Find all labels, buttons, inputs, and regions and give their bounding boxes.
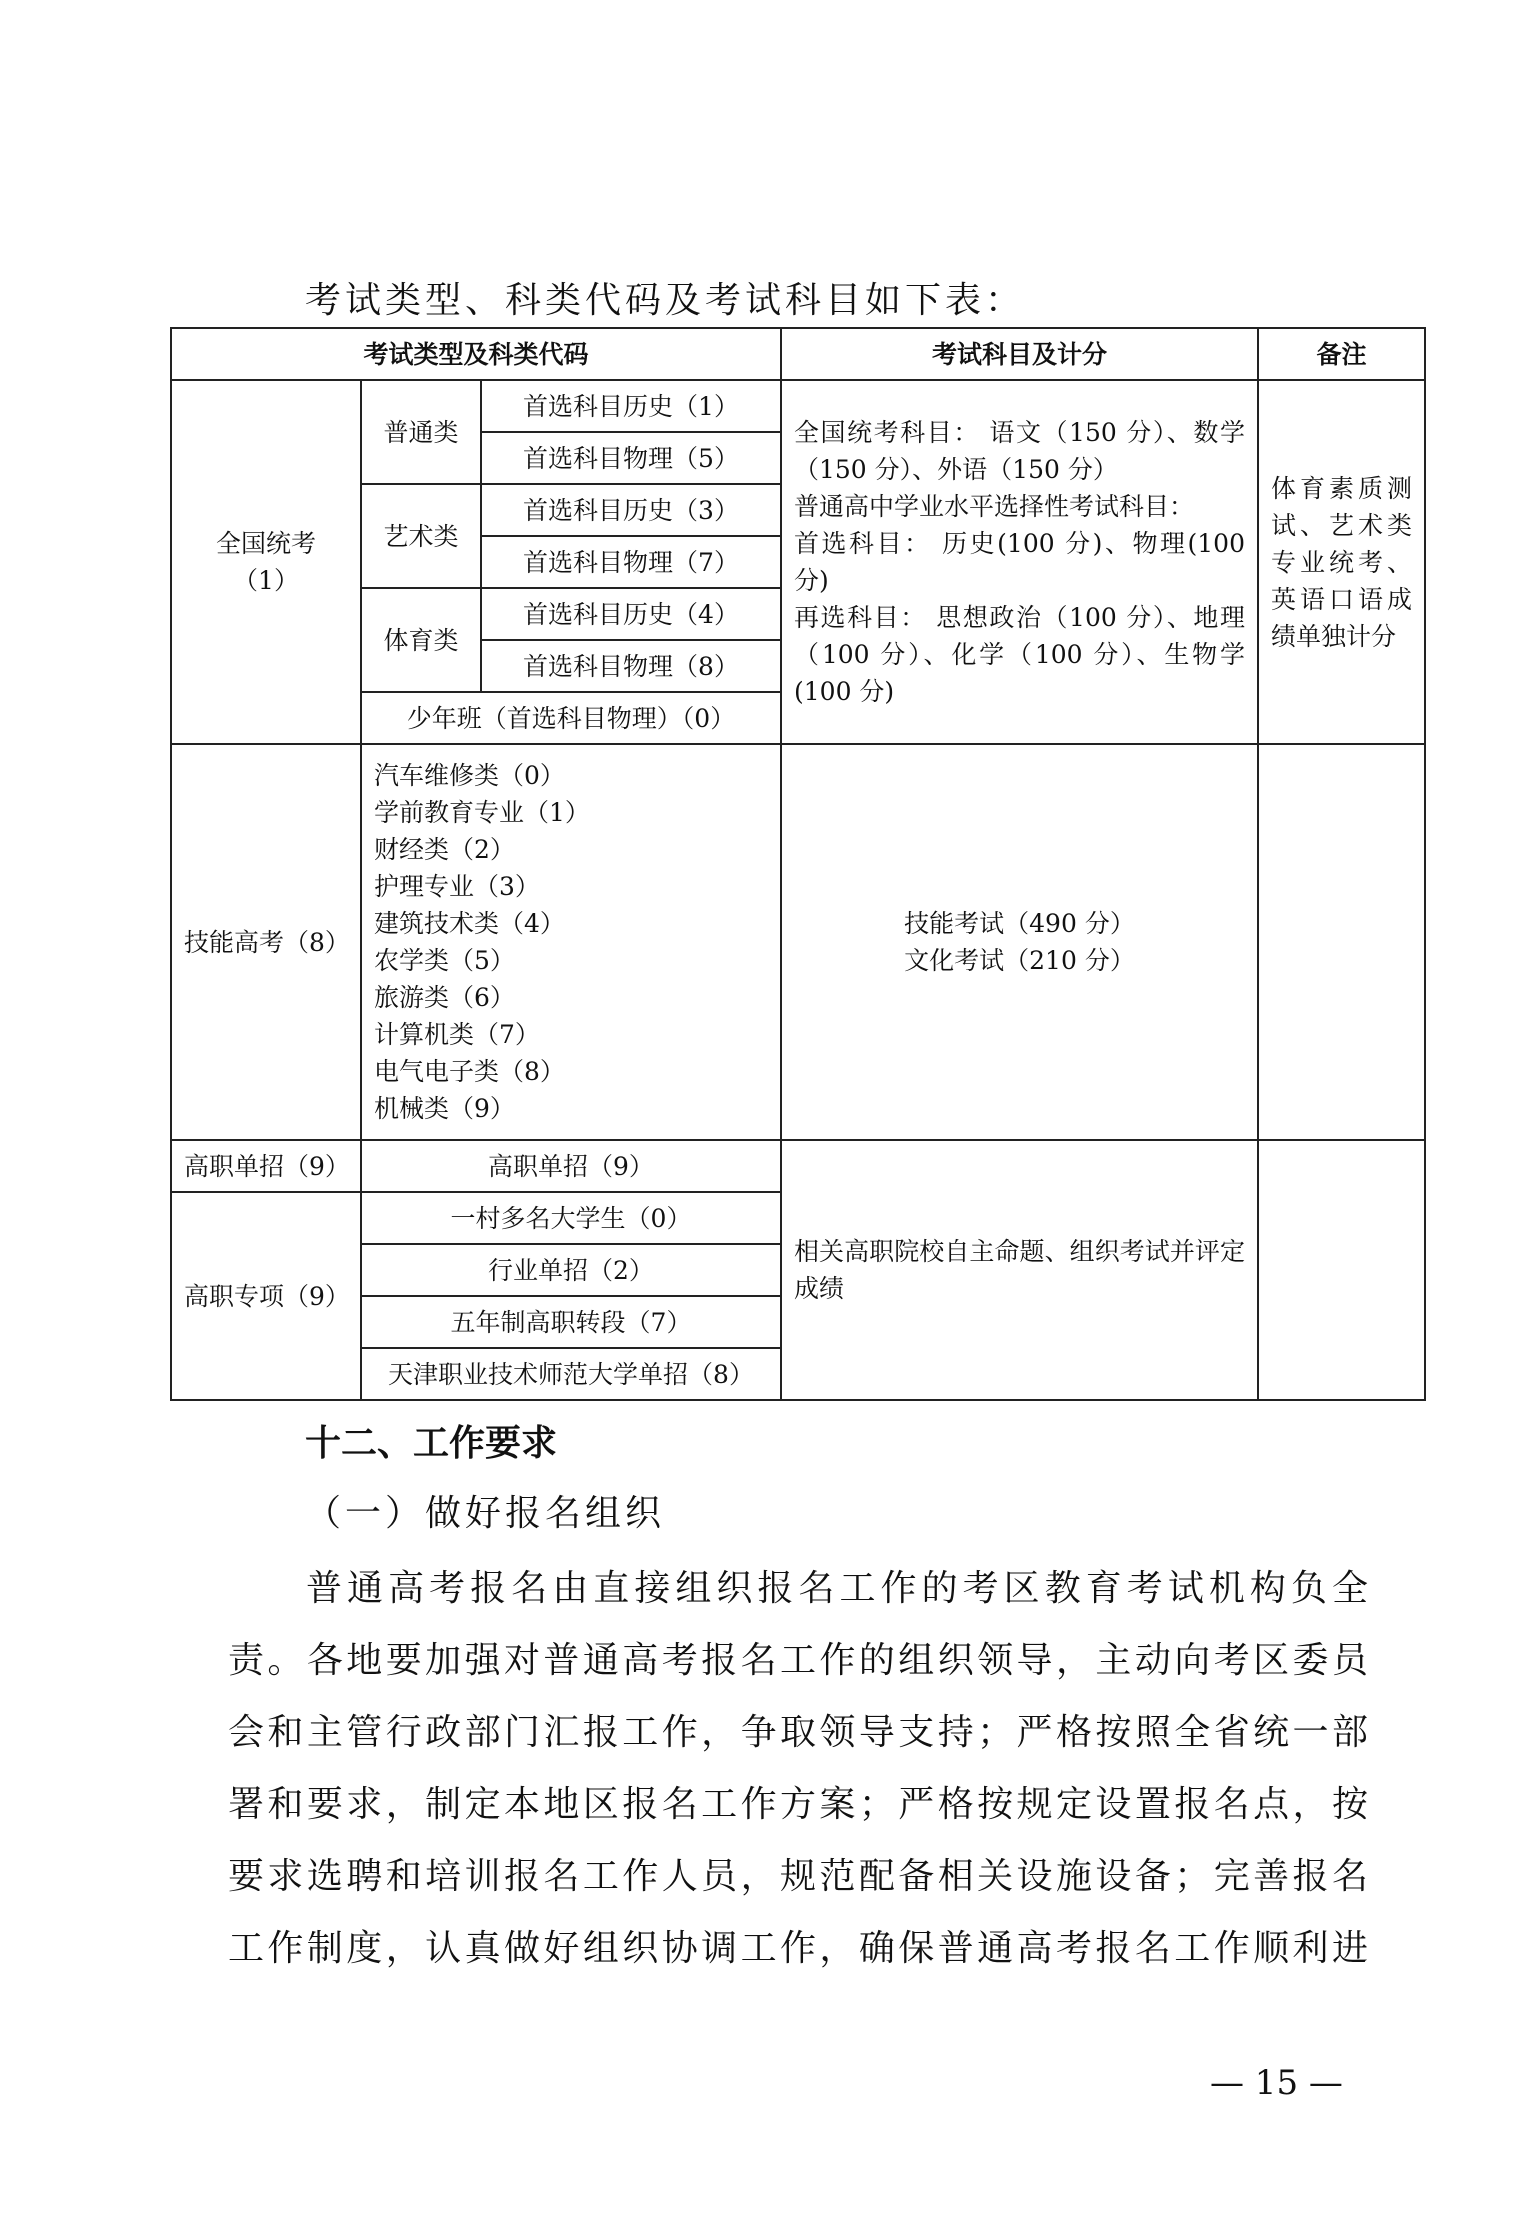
section-subheading: （一）做好报名组织 xyxy=(305,1493,666,1534)
table-row xyxy=(171,1140,1425,1192)
skills-remark xyxy=(1258,744,1425,1140)
category-cell: 首选科目历史（4） xyxy=(481,588,781,640)
paragraph-line: 工作制度，认真做好组织协调工作，确保普通高考报名工作顺利进 xyxy=(228,1928,1368,1969)
paragraph-line: 要求选聘和培训报名工作人员，规范配备相关设施设备；完善报名 xyxy=(228,1856,1368,1897)
youth-class-cell: 少年班（首选科目物理）（0） xyxy=(361,692,781,744)
vocational-single-item: 高职单招（9） xyxy=(361,1140,781,1192)
body-paragraph xyxy=(228,1553,1368,1985)
special-item: 一村多名大学生（0） xyxy=(361,1192,781,1244)
vocational-single-label: 高职单招（9） xyxy=(171,1140,361,1192)
national-remark: 体育素质测试、艺术类专业统考、英语口语成绩单独计分 xyxy=(1258,380,1425,744)
table-header-row xyxy=(171,328,1425,380)
skills-subjects: 技能考试（490 分） 文化考试（210 分） xyxy=(781,744,1258,1140)
vocational-special-label: 高职专项（9） xyxy=(171,1192,361,1400)
category-cell: 首选科目历史（1） xyxy=(481,380,781,432)
paragraph-line: 会和主管行政部门汇报工作，争取领导支持；严格按照全省统一部 xyxy=(228,1712,1368,1753)
header-remark: 备注 xyxy=(1258,328,1425,380)
table-intro: 考试类型、科类代码及考试科目如下表： xyxy=(305,280,1026,321)
group-sports: 体育类 xyxy=(361,588,481,692)
national-subjects: 全国统考科目： 语文（150 分）、数学（150 分）、外语（150 分） 普通高中学业水平选择性考试科目： 首选科目： 历史(100 分)、物理(100 分) 再选科目： 思想政治（100 分）、地理（100 分）、化学（100 分）、生物学(100 分) xyxy=(781,380,1258,744)
skills-categories: 汽车维修类（0） 学前教育专业（1） 财经类（2） 护理专业（3） 建筑技术类（4） 农学类（5） 旅游类（6） 计算机类（7） 电气电子类（8） 机械类（9） xyxy=(361,744,781,1140)
table-row xyxy=(171,380,1425,432)
paragraph-line: 普通高考报名由直接组织报名工作的考区教育考试机构负全 xyxy=(306,1568,1368,1609)
special-item: 五年制高职转段（7） xyxy=(361,1296,781,1348)
exam-table xyxy=(170,327,1426,1401)
header-exam-type: 考试类型及科类代码 xyxy=(171,328,781,380)
special-item: 天津职业技术师范大学单招（8） xyxy=(361,1348,781,1400)
special-item: 行业单招（2） xyxy=(361,1244,781,1296)
category-cell: 首选科目物理（5） xyxy=(481,432,781,484)
category-cell: 首选科目物理（8） xyxy=(481,640,781,692)
paragraph-line: 责。各地要加强对普通高考报名工作的组织领导，主动向考区委员 xyxy=(228,1640,1368,1681)
vocational-subjects: 相关高职院校自主命题、组织考试并评定成绩 xyxy=(781,1140,1258,1400)
header-subjects: 考试科目及计分 xyxy=(781,328,1258,380)
section-heading: 十二、工作要求 xyxy=(305,1423,558,1464)
national-exam-label: 全国统考 （1） xyxy=(171,380,361,744)
table-row xyxy=(171,744,1425,1140)
page-number: — 15 — xyxy=(1210,2063,1343,2103)
vocational-remark xyxy=(1258,1140,1425,1400)
paragraph-line: 署和要求，制定本地区报名工作方案；严格按规定设置报名点，按 xyxy=(228,1784,1368,1825)
group-general: 普通类 xyxy=(361,380,481,484)
group-art: 艺术类 xyxy=(361,484,481,588)
category-cell: 首选科目历史（3） xyxy=(481,484,781,536)
skills-exam-label: 技能高考（8） xyxy=(171,744,361,1140)
category-cell: 首选科目物理（7） xyxy=(481,536,781,588)
